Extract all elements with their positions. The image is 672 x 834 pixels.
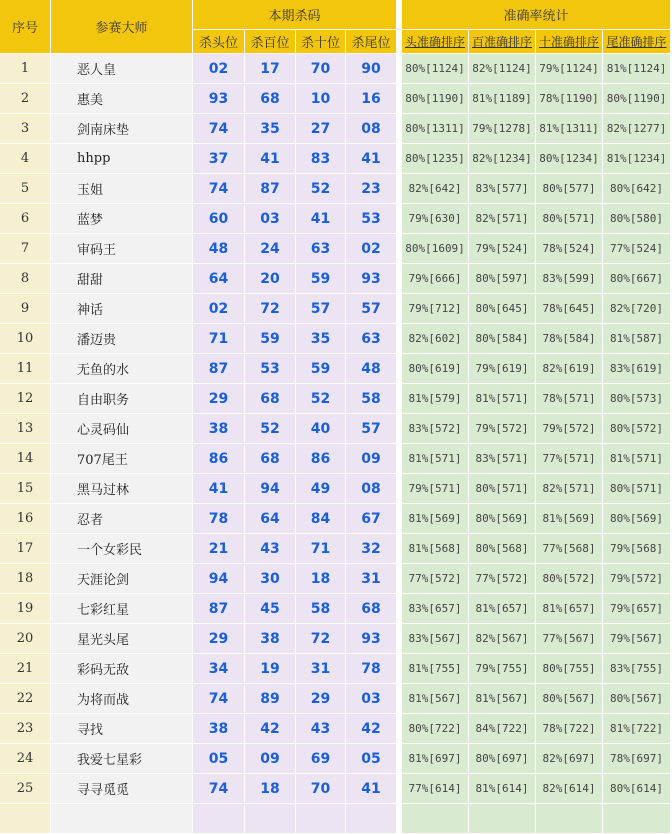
- hundreds-accuracy-rate: 81%[614]: [469, 774, 536, 804]
- kill-hundreds-number: 43: [245, 534, 296, 564]
- hundreds-accuracy-rate: 79%[755]: [469, 654, 536, 684]
- head-accuracy-rate: 82%[602]: [402, 324, 469, 354]
- kill-thousands-number: 74: [193, 684, 245, 714]
- table-row: [0, 744, 671, 774]
- row-index: 25: [0, 774, 51, 804]
- table-row: [0, 384, 671, 414]
- kill-thousands-number: 02: [193, 54, 245, 84]
- master-name: 707尾王: [51, 444, 193, 474]
- row-index: 12: [0, 384, 51, 414]
- tens-accuracy-rate: 81%[657]: [536, 594, 603, 624]
- head-accuracy-rate: 83%[567]: [402, 624, 469, 654]
- head-accuracy-rate: 83%[572]: [402, 414, 469, 444]
- head-accuracy-rate: 80%[1124]: [402, 54, 469, 84]
- row-index: 6: [0, 204, 51, 234]
- hundreds-accuracy-rate: 79%[572]: [469, 414, 536, 444]
- header-rate-group: 准确率统计: [402, 0, 671, 30]
- kill-units-number: 57: [346, 414, 397, 444]
- kill-tens-number: 41: [296, 204, 346, 234]
- head-accuracy-rate: 77%[614]: [402, 774, 469, 804]
- kill-tens-number: 43: [296, 714, 346, 744]
- table-row: [0, 114, 671, 144]
- kill-tens-number: 63: [296, 234, 346, 264]
- table-row: [0, 624, 671, 654]
- tail-accuracy-rate: 79%[567]: [603, 624, 671, 654]
- master-name: 玉姐: [51, 174, 193, 204]
- row-index: 1: [0, 54, 51, 84]
- kill-tens-number: 27: [296, 114, 346, 144]
- kill-units-number: 41: [346, 144, 397, 174]
- kill-thousands-number: 38: [193, 414, 245, 444]
- header-kill-units: 杀尾位: [346, 30, 397, 54]
- table-row: [0, 204, 671, 234]
- hundreds-accuracy-rate: 79%[619]: [469, 354, 536, 384]
- kill-units-number: 93: [346, 624, 397, 654]
- kill-units-number: 67: [346, 504, 397, 534]
- tens-accuracy-rate: 81%[1311]: [536, 114, 603, 144]
- tens-accuracy-rate: 78%[1190]: [536, 84, 603, 114]
- row-index: 19: [0, 594, 51, 624]
- kill-units-number: 57: [346, 294, 397, 324]
- kill-units-number: 41: [346, 774, 397, 804]
- row-index: 22: [0, 684, 51, 714]
- table-row: [0, 594, 671, 624]
- kill-units-number: 90: [346, 54, 397, 84]
- kill-tens-number: 70: [296, 774, 346, 804]
- sort-hundreds-accuracy-link[interactable]: 百准确排序: [469, 30, 536, 54]
- tail-accuracy-rate: 81%[587]: [603, 324, 671, 354]
- head-accuracy-rate: 79%[666]: [402, 264, 469, 294]
- tens-accuracy-rate: 80%[572]: [536, 564, 603, 594]
- kill-hundreds-number: 94: [245, 474, 296, 504]
- kill-hundreds-number: 45: [245, 594, 296, 624]
- kill-hundreds-number: 03: [245, 204, 296, 234]
- tens-accuracy-rate: 80%[1234]: [536, 144, 603, 174]
- hundreds-accuracy-rate: 80%[597]: [469, 264, 536, 294]
- tens-accuracy-rate: 82%[619]: [536, 354, 603, 384]
- master-name: 天涯论剑: [51, 564, 193, 594]
- header-kill-hundreds: 杀百位: [245, 30, 296, 54]
- table-row: [0, 354, 671, 384]
- row-index: 10: [0, 324, 51, 354]
- sort-head-accuracy-link[interactable]: 头准确排序: [402, 30, 469, 54]
- master-name: 甜甜: [51, 264, 193, 294]
- head-accuracy-rate: 79%[630]: [402, 204, 469, 234]
- kill-thousands-number: 02: [193, 294, 245, 324]
- hundreds-accuracy-rate: 82%[1234]: [469, 144, 536, 174]
- row-index: 7: [0, 234, 51, 264]
- kill-thousands-number: 74: [193, 774, 245, 804]
- tail-accuracy-rate: 83%[755]: [603, 654, 671, 684]
- kill-thousands-number: 71: [193, 324, 245, 354]
- tail-accuracy-rate: 80%[614]: [603, 774, 671, 804]
- kill-tens-number: 29: [296, 684, 346, 714]
- kill-thousands-number: 78: [193, 504, 245, 534]
- table-row: [0, 264, 671, 294]
- master-name: 心灵码仙: [51, 414, 193, 444]
- kill-tens-number: 86: [296, 444, 346, 474]
- table-header: [0, 0, 671, 54]
- kill-thousands-number: 87: [193, 354, 245, 384]
- kill-units-number: 02: [346, 234, 397, 264]
- row-index: 11: [0, 354, 51, 384]
- table-row: [0, 444, 671, 474]
- hundreds-accuracy-rate: 80%[568]: [469, 534, 536, 564]
- tail-accuracy-rate: 79%[657]: [603, 594, 671, 624]
- kill-tens-number: 59: [296, 264, 346, 294]
- kill-thousands-number: 05: [193, 744, 245, 774]
- row-index: 3: [0, 114, 51, 144]
- header-index: 序号: [0, 0, 51, 54]
- row-index: 21: [0, 654, 51, 684]
- kill-hundreds-number: 72: [245, 294, 296, 324]
- kill-hundreds-number: 24: [245, 234, 296, 264]
- row-index: 24: [0, 744, 51, 774]
- kill-hundreds-number: 38: [245, 624, 296, 654]
- kill-tens-number: 72: [296, 624, 346, 654]
- hundreds-accuracy-rate: 80%[697]: [469, 744, 536, 774]
- tail-accuracy-rate: 82%[1277]: [603, 114, 671, 144]
- row-index: 2: [0, 84, 51, 114]
- head-accuracy-rate: 81%[567]: [402, 684, 469, 714]
- kill-tens-number: 31: [296, 654, 346, 684]
- hundreds-accuracy-rate: 80%[569]: [469, 504, 536, 534]
- hundreds-accuracy-rate: 81%[657]: [469, 594, 536, 624]
- table-body: [0, 54, 671, 834]
- tail-accuracy-rate: 81%[1124]: [603, 54, 671, 84]
- row-index: 14: [0, 444, 51, 474]
- kill-tens-number: 69: [296, 744, 346, 774]
- kill-tens-number: 84: [296, 504, 346, 534]
- header-kill-group: 本期杀码: [193, 0, 397, 30]
- kill-tens-number: 57: [296, 294, 346, 324]
- master-name: 审码王: [51, 234, 193, 264]
- tens-accuracy-rate: 80%[567]: [536, 684, 603, 714]
- master-name: 忍者: [51, 504, 193, 534]
- master-name: 七彩红星: [51, 594, 193, 624]
- kill-units-number: 31: [346, 564, 397, 594]
- tail-accuracy-rate: 80%[573]: [603, 384, 671, 414]
- table-row: [0, 324, 671, 354]
- kill-thousands-number: 48: [193, 234, 245, 264]
- tail-accuracy-rate: 80%[572]: [603, 414, 671, 444]
- hundreds-accuracy-rate: 83%[577]: [469, 174, 536, 204]
- head-accuracy-rate: 81%[579]: [402, 384, 469, 414]
- kill-units-number: 63: [346, 324, 397, 354]
- head-accuracy-rate: 83%[657]: [402, 594, 469, 624]
- row-index: 4: [0, 144, 51, 174]
- head-accuracy-rate: 81%[568]: [402, 534, 469, 564]
- head-accuracy-rate: 81%[697]: [402, 744, 469, 774]
- tens-accuracy-rate: 77%[567]: [536, 624, 603, 654]
- tens-accuracy-rate: 78%[584]: [536, 324, 603, 354]
- kill-hundreds-number: 42: [245, 714, 296, 744]
- row-index: 5: [0, 174, 51, 204]
- tens-accuracy-rate: 77%[571]: [536, 444, 603, 474]
- table-row: [0, 684, 671, 714]
- kill-tens-number: 52: [296, 384, 346, 414]
- hundreds-accuracy-rate: 82%[1124]: [469, 54, 536, 84]
- head-accuracy-rate: 81%[569]: [402, 504, 469, 534]
- header-kill-tens: 杀十位: [296, 30, 346, 54]
- kill-hundreds-number: 35: [245, 114, 296, 144]
- kill-hundreds-number: 17: [245, 54, 296, 84]
- kill-units-number: 42: [346, 714, 397, 744]
- row-index: 9: [0, 294, 51, 324]
- head-accuracy-rate: 79%[571]: [402, 474, 469, 504]
- hundreds-accuracy-rate: 79%[524]: [469, 234, 536, 264]
- kill-tens-number: 71: [296, 534, 346, 564]
- hundreds-accuracy-rate: 82%[567]: [469, 624, 536, 654]
- head-accuracy-rate: 79%[712]: [402, 294, 469, 324]
- hundreds-accuracy-rate: 79%[1278]: [469, 114, 536, 144]
- kill-thousands-number: 94: [193, 564, 245, 594]
- master-name: 为将而战: [51, 684, 193, 714]
- tail-accuracy-rate: 80%[571]: [603, 474, 671, 504]
- kill-units-number: 32: [346, 534, 397, 564]
- kill-units-number: 09: [346, 444, 397, 474]
- tail-accuracy-rate: 80%[667]: [603, 264, 671, 294]
- kill-hundreds-number: 19: [245, 654, 296, 684]
- tens-accuracy-rate: 78%[645]: [536, 294, 603, 324]
- tens-accuracy-rate: 80%[577]: [536, 174, 603, 204]
- master-name: 寻寻觅觅: [51, 774, 193, 804]
- tail-accuracy-rate: 83%[619]: [603, 354, 671, 384]
- kill-units-number: 03: [346, 684, 397, 714]
- kill-units-number: 16: [346, 84, 397, 114]
- master-name: 自由职务: [51, 384, 193, 414]
- hundreds-accuracy-rate: 83%[571]: [469, 444, 536, 474]
- head-accuracy-rate: 80%[1311]: [402, 114, 469, 144]
- kill-hundreds-number: 09: [245, 744, 296, 774]
- kill-hundreds-number: 64: [245, 504, 296, 534]
- hundreds-accuracy-rate: 81%[1189]: [469, 84, 536, 114]
- kill-hundreds-number: 41: [245, 144, 296, 174]
- kill-hundreds-number: 68: [245, 84, 296, 114]
- table-row: [0, 144, 671, 174]
- tail-accuracy-rate: 82%[720]: [603, 294, 671, 324]
- kill-tens-number: 58: [296, 594, 346, 624]
- kill-hundreds-number: 89: [245, 684, 296, 714]
- tens-accuracy-rate: 81%[569]: [536, 504, 603, 534]
- master-name: 潘迈贵: [51, 324, 193, 354]
- sort-tens-accuracy-link[interactable]: 十准确排序: [536, 30, 603, 54]
- kill-thousands-number: 34: [193, 654, 245, 684]
- head-accuracy-rate: 82%[642]: [402, 174, 469, 204]
- kill-hundreds-number: 53: [245, 354, 296, 384]
- kill-thousands-number: 21: [193, 534, 245, 564]
- header-master: 参赛大师: [51, 0, 193, 54]
- hundreds-accuracy-rate: 81%[571]: [469, 384, 536, 414]
- hundreds-accuracy-rate: 82%[571]: [469, 204, 536, 234]
- tens-accuracy-rate: 82%[571]: [536, 474, 603, 504]
- table-row: [0, 474, 671, 504]
- kill-tens-number: 10: [296, 84, 346, 114]
- master-name: 恶人皇: [51, 54, 193, 84]
- master-name: 神话: [51, 294, 193, 324]
- head-accuracy-rate: 77%[572]: [402, 564, 469, 594]
- kill-hundreds-number: 68: [245, 384, 296, 414]
- head-accuracy-rate: 81%[755]: [402, 654, 469, 684]
- kill-tens-number: 70: [296, 54, 346, 84]
- table-row: [0, 564, 671, 594]
- kill-thousands-number: 87: [193, 594, 245, 624]
- hundreds-accuracy-rate: 84%[722]: [469, 714, 536, 744]
- master-name: 无鱼的水: [51, 354, 193, 384]
- tens-accuracy-rate: 83%[599]: [536, 264, 603, 294]
- head-accuracy-rate: 80%[619]: [402, 354, 469, 384]
- sort-tail-accuracy-link[interactable]: 尾准确排序: [603, 30, 671, 54]
- head-accuracy-rate: 80%[1190]: [402, 84, 469, 114]
- tail-accuracy-rate: 80%[580]: [603, 204, 671, 234]
- row-index: 23: [0, 714, 51, 744]
- master-name: 彩码无敌: [51, 654, 193, 684]
- kill-units-number: 93: [346, 264, 397, 294]
- head-accuracy-rate: 80%[722]: [402, 714, 469, 744]
- kill-hundreds-number: 52: [245, 414, 296, 444]
- tens-accuracy-rate: 78%[722]: [536, 714, 603, 744]
- row-index: 18: [0, 564, 51, 594]
- head-accuracy-rate: 80%[1609]: [402, 234, 469, 264]
- head-accuracy-rate: 80%[1235]: [402, 144, 469, 174]
- tens-accuracy-rate: 82%[697]: [536, 744, 603, 774]
- table-row: [0, 294, 671, 324]
- row-index: 13: [0, 414, 51, 444]
- tail-accuracy-rate: 77%[524]: [603, 234, 671, 264]
- table-row: [0, 234, 671, 264]
- kill-thousands-number: 74: [193, 114, 245, 144]
- kill-units-number: 05: [346, 744, 397, 774]
- table-row: [0, 414, 671, 444]
- tens-accuracy-rate: 79%[1124]: [536, 54, 603, 84]
- tail-accuracy-rate: 81%[1234]: [603, 144, 671, 174]
- tail-accuracy-rate: 79%[568]: [603, 534, 671, 564]
- hundreds-accuracy-rate: 81%[567]: [469, 684, 536, 714]
- tail-accuracy-rate: 81%[722]: [603, 714, 671, 744]
- kill-hundreds-number: 18: [245, 774, 296, 804]
- hundreds-accuracy-rate: 80%[645]: [469, 294, 536, 324]
- kill-hundreds-number: 30: [245, 564, 296, 594]
- kill-thousands-number: 74: [193, 174, 245, 204]
- table-row: [0, 54, 671, 84]
- kill-tens-number: 83: [296, 144, 346, 174]
- kill-units-number: 58: [346, 384, 397, 414]
- kill-tens-number: 18: [296, 564, 346, 594]
- tail-accuracy-rate: 80%[1190]: [603, 84, 671, 114]
- master-name: 我爱七星彩: [51, 744, 193, 774]
- table-row: [0, 534, 671, 564]
- row-index: 15: [0, 474, 51, 504]
- head-accuracy-rate: 81%[571]: [402, 444, 469, 474]
- hundreds-accuracy-rate: 80%[571]: [469, 474, 536, 504]
- master-name: 剑南床垫: [51, 114, 193, 144]
- master-name: 蓝梦: [51, 204, 193, 234]
- master-name: hhpp: [51, 144, 193, 174]
- kill-thousands-number: 60: [193, 204, 245, 234]
- kill-thousands-number: 37: [193, 144, 245, 174]
- tail-accuracy-rate: 80%[642]: [603, 174, 671, 204]
- master-name: 黑马过林: [51, 474, 193, 504]
- kill-thousands-number: 29: [193, 624, 245, 654]
- kill-hundreds-number: 87: [245, 174, 296, 204]
- tail-accuracy-rate: 80%[567]: [603, 684, 671, 714]
- row-index: 17: [0, 534, 51, 564]
- kill-thousands-number: 41: [193, 474, 245, 504]
- kill-units-number: 53: [346, 204, 397, 234]
- row-index: 20: [0, 624, 51, 654]
- kill-hundreds-number: 68: [245, 444, 296, 474]
- tens-accuracy-rate: 79%[572]: [536, 414, 603, 444]
- kill-units-number: 48: [346, 354, 397, 384]
- kill-tens-number: 52: [296, 174, 346, 204]
- tail-accuracy-rate: 80%[569]: [603, 504, 671, 534]
- kill-units-number: 08: [346, 474, 397, 504]
- kill-units-number: 08: [346, 114, 397, 144]
- table-row: [0, 654, 671, 684]
- row-index: 8: [0, 264, 51, 294]
- table-row: [0, 504, 671, 534]
- kill-units-number: 68: [346, 594, 397, 624]
- table-row: [0, 714, 671, 744]
- tens-accuracy-rate: 82%[614]: [536, 774, 603, 804]
- kill-units-number: 78: [346, 654, 397, 684]
- header-kill-thousands: 杀头位: [193, 30, 245, 54]
- tens-accuracy-rate: 78%[524]: [536, 234, 603, 264]
- tens-accuracy-rate: 77%[568]: [536, 534, 603, 564]
- hundreds-accuracy-rate: 77%[572]: [469, 564, 536, 594]
- tail-accuracy-rate: 79%[572]: [603, 564, 671, 594]
- tens-accuracy-rate: 80%[571]: [536, 204, 603, 234]
- kill-thousands-number: 86: [193, 444, 245, 474]
- table-row: [0, 174, 671, 204]
- kill-thousands-number: 64: [193, 264, 245, 294]
- master-name: 星光头尾: [51, 624, 193, 654]
- master-name: 惠美: [51, 84, 193, 114]
- table-row: [0, 774, 671, 804]
- kill-tens-number: 49: [296, 474, 346, 504]
- kill-hundreds-number: 20: [245, 264, 296, 294]
- kill-hundreds-number: 59: [245, 324, 296, 354]
- kill-tens-number: 40: [296, 414, 346, 444]
- tens-accuracy-rate: 80%[755]: [536, 654, 603, 684]
- kill-units-number: 23: [346, 174, 397, 204]
- tail-accuracy-rate: 78%[697]: [603, 744, 671, 774]
- kill-tens-number: 59: [296, 354, 346, 384]
- kill-tens-number: 35: [296, 324, 346, 354]
- kill-thousands-number: 38: [193, 714, 245, 744]
- tail-accuracy-rate: 81%[571]: [603, 444, 671, 474]
- master-name: 寻找: [51, 714, 193, 744]
- hundreds-accuracy-rate: 80%[584]: [469, 324, 536, 354]
- kill-thousands-number: 93: [193, 84, 245, 114]
- kill-thousands-number: 29: [193, 384, 245, 414]
- table-row: [0, 84, 671, 114]
- master-name: 一个女彩民: [51, 534, 193, 564]
- tens-accuracy-rate: 78%[571]: [536, 384, 603, 414]
- row-index: 16: [0, 504, 51, 534]
